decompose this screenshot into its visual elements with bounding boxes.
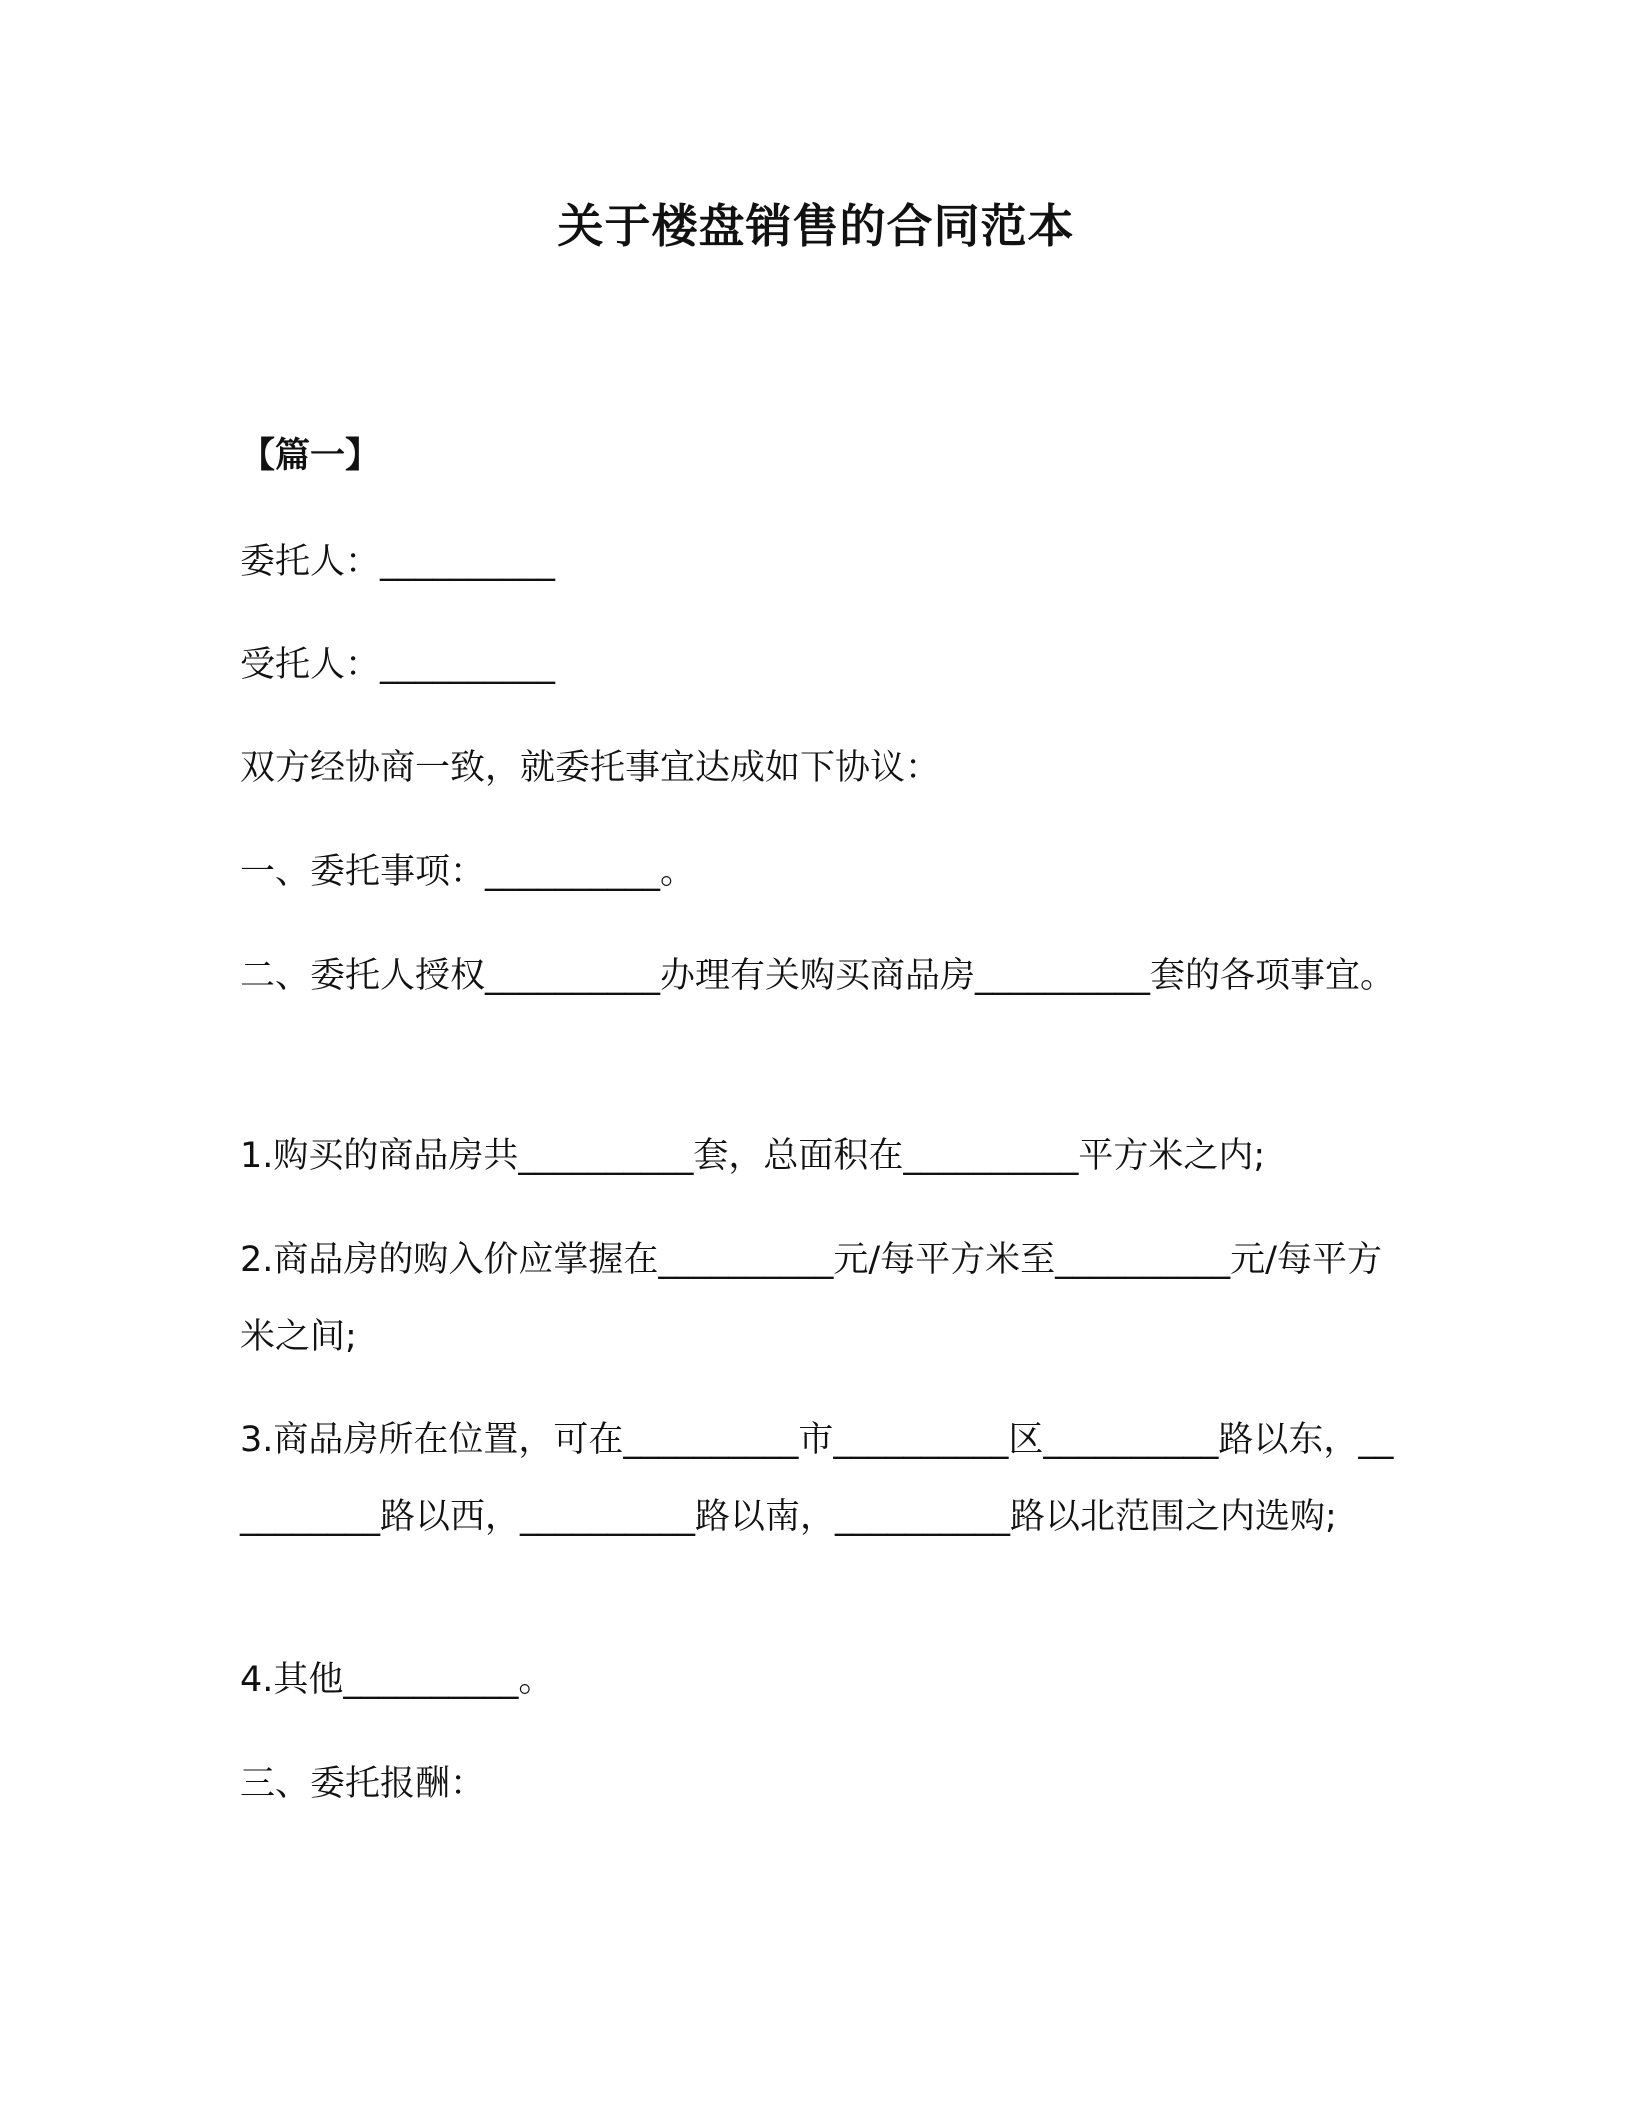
item-1-quantity-area: 1.购买的商品房共__________套，总面积在__________平方米之内; xyxy=(240,1136,1266,1176)
item-2-price-range: 2.商品房的购入价应掌握在__________元/每平方米至__________元/每平方米之间; xyxy=(240,1240,1382,1357)
clause-3-remuneration: 三、委托报酬： xyxy=(240,1764,486,1804)
clause-2-authorization: 二、委托人授权__________办理有关购买商品房__________套的各项事宜。 xyxy=(240,956,1396,996)
item-4-other: 4.其他__________。 xyxy=(240,1660,554,1700)
agreement-intro: 双方经协商一致，就委托事宜达成如下协议： xyxy=(240,748,941,788)
principal-line: 委托人：__________ xyxy=(240,542,556,582)
section-label: 【篇一】 xyxy=(240,436,381,476)
clause-1-entrusted-matters: 一、委托事项：__________。 xyxy=(240,852,696,892)
item-3-location: 3.商品房所在位置，可在__________市__________区__________路以东，__________路以西，__________路以南，__________路以北范围之内选购; xyxy=(240,1420,1394,1537)
agent-line: 受托人：__________ xyxy=(240,645,556,685)
document-title: 关于楼盘销售的合同范本 xyxy=(557,199,1075,253)
